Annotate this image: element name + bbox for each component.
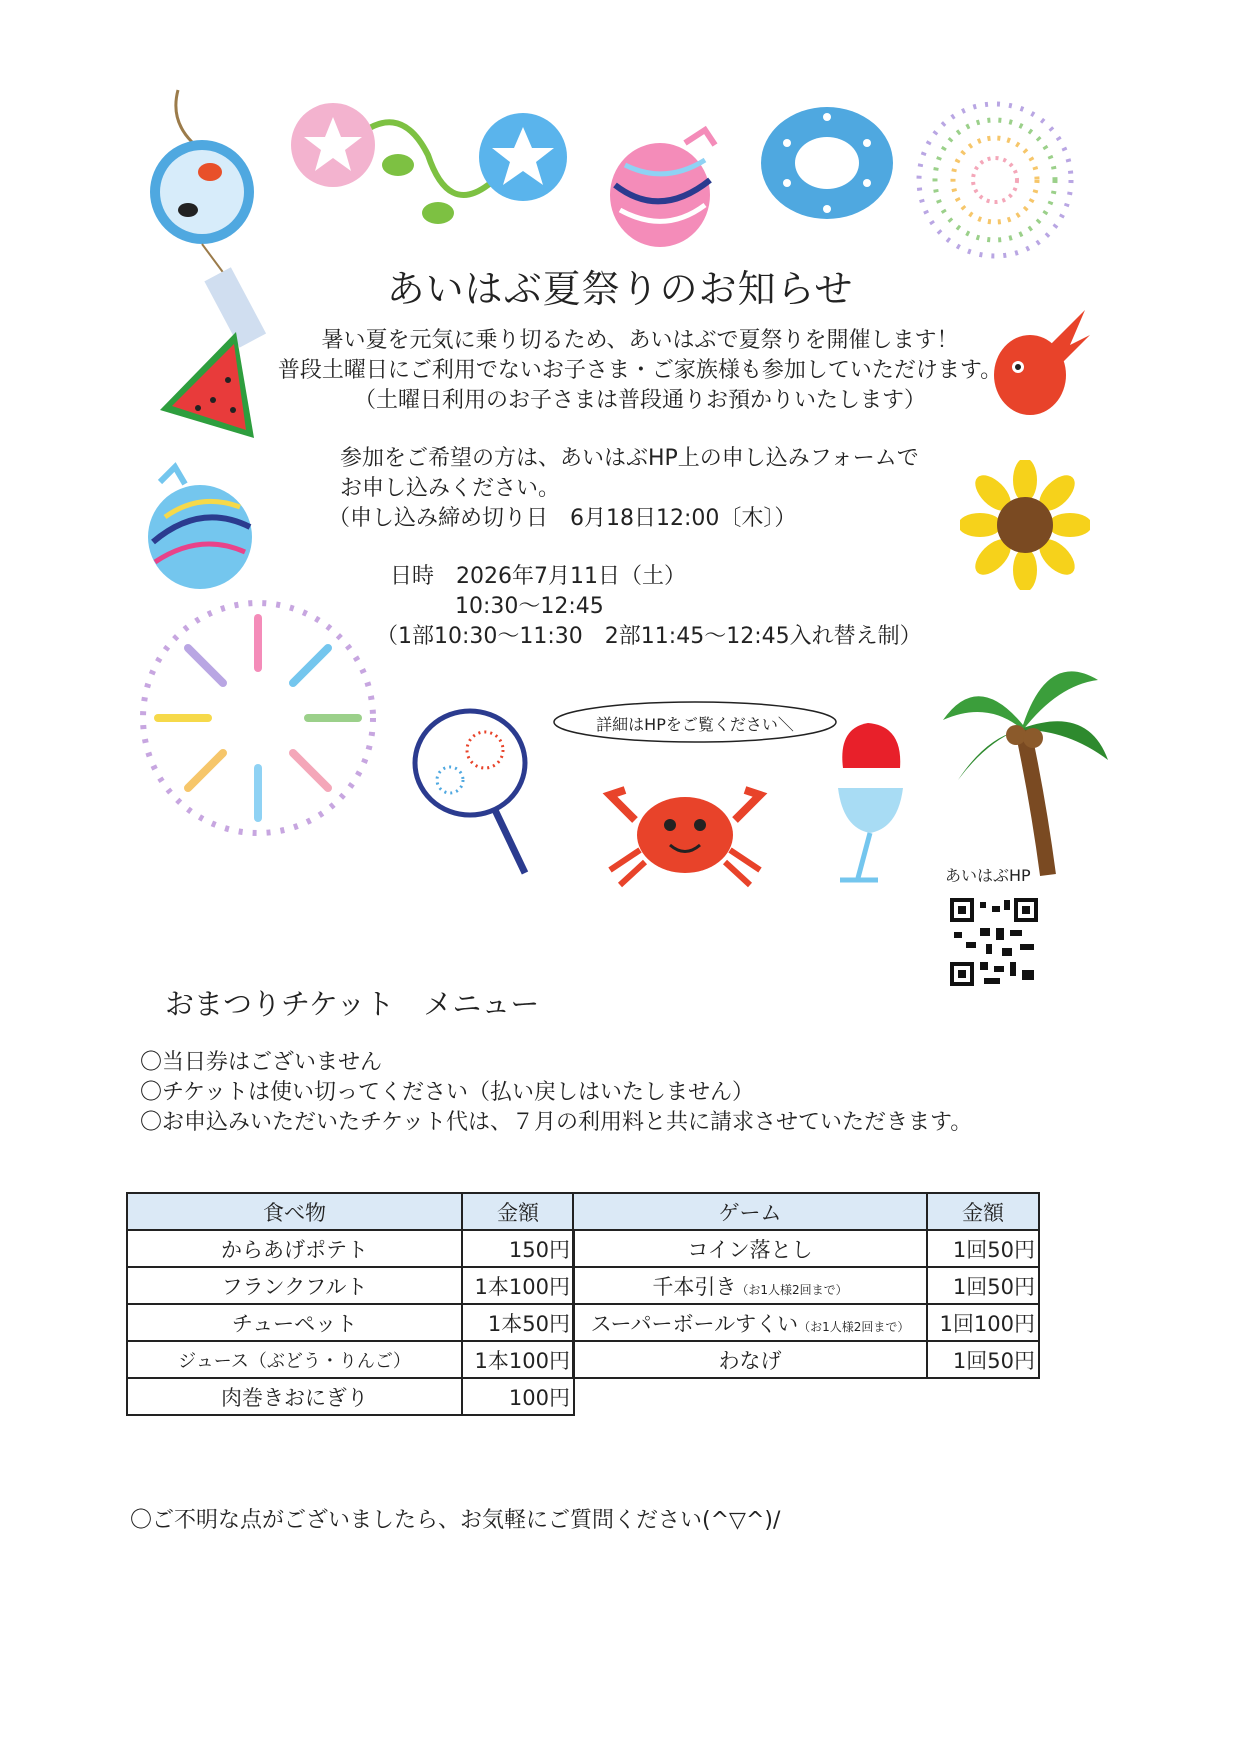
food-price: 1本50円 bbox=[462, 1304, 574, 1341]
food-item: フランクフルト bbox=[127, 1267, 462, 1304]
apply-line: お申し込みください。 bbox=[340, 476, 561, 501]
schedule-date: 日時 2026年7月11日（土） bbox=[390, 564, 686, 589]
food-price: 1本100円 bbox=[462, 1341, 574, 1378]
table-header-row bbox=[573, 1193, 1039, 1230]
sunflower-icon bbox=[960, 460, 1090, 590]
note-line: 〇チケットは使い切ってください（払い戻しはいたしません） bbox=[140, 1080, 755, 1105]
intro-line: （土曜日利用のお子さまは普段通りお預かりいたします） bbox=[353, 388, 926, 413]
food-item: 肉巻きおにぎり bbox=[127, 1378, 462, 1415]
swim-ring-icon bbox=[757, 103, 897, 223]
game-item bbox=[573, 1341, 927, 1378]
table-header-row bbox=[127, 1193, 574, 1230]
game-name: わなげ bbox=[718, 1348, 782, 1373]
morning-glory-icon bbox=[288, 95, 588, 245]
game-item bbox=[573, 1230, 927, 1267]
game-price: 1回50円 bbox=[927, 1341, 1039, 1378]
menu-title: おまつりチケット メニュー bbox=[165, 987, 540, 1021]
application-info bbox=[328, 444, 919, 534]
game-price: 1回50円 bbox=[927, 1267, 1039, 1304]
table-row bbox=[127, 1341, 574, 1378]
deadline-line: （申し込み締め切り日 6月18日12:00〔木〕） bbox=[328, 506, 797, 531]
uchiwa-fan-icon bbox=[410, 705, 540, 880]
game-item bbox=[573, 1304, 927, 1341]
firework-burst-icon bbox=[138, 598, 378, 838]
footer-note: 〇ご不明な点がございましたら、お気軽にご質問ください(^▽^)/ bbox=[130, 1508, 781, 1533]
game-price: 1回50円 bbox=[927, 1230, 1039, 1267]
speech-bubble-text-wrap bbox=[552, 700, 838, 744]
ticket-notes bbox=[140, 1048, 972, 1138]
food-item: チューペット bbox=[127, 1304, 462, 1341]
food-price: 1本100円 bbox=[462, 1267, 574, 1304]
hp-label: あいはぶHP bbox=[945, 866, 1031, 885]
game-note: （お1人様2回まで） bbox=[798, 1319, 910, 1334]
table-row bbox=[127, 1230, 574, 1267]
food-price: 100円 bbox=[462, 1378, 574, 1415]
water-balloon-blue-icon bbox=[145, 462, 255, 592]
water-balloon-icon bbox=[605, 125, 720, 250]
firework-dots-icon bbox=[915, 100, 1075, 260]
game-table bbox=[572, 1192, 1040, 1379]
game-note: （お1人様2回まで） bbox=[736, 1282, 848, 1297]
table-row bbox=[127, 1267, 574, 1304]
speech-bubble-text: 詳細はHPをご覧ください＼ bbox=[596, 715, 794, 734]
shaved-ice-icon bbox=[818, 718, 918, 893]
table-row bbox=[573, 1341, 1039, 1378]
palm-tree-icon bbox=[938, 650, 1113, 880]
schedule bbox=[376, 562, 922, 652]
page-title: あいはぶ夏祭りのお知らせ bbox=[386, 267, 854, 311]
qr-code-icon[interactable] bbox=[950, 898, 1038, 986]
game-name: コイン落とし bbox=[687, 1237, 813, 1262]
intro-paragraph bbox=[240, 326, 1040, 416]
price-header: 金額 bbox=[462, 1193, 574, 1230]
food-item: ジュース（ぶどう・りんご） bbox=[127, 1341, 462, 1378]
food-header: 食べ物 bbox=[127, 1193, 462, 1230]
game-item bbox=[573, 1267, 927, 1304]
game-header: ゲーム bbox=[573, 1193, 927, 1230]
table-row bbox=[127, 1304, 574, 1341]
food-price: 150円 bbox=[462, 1230, 574, 1267]
price-header: 金額 bbox=[927, 1193, 1039, 1230]
schedule-parts: （1部10:30～11:30 2部11:45～12:45入れ替え制） bbox=[376, 624, 922, 649]
apply-line: 参加をご希望の方は、あいはぶHP上の申し込みフォームで bbox=[340, 446, 919, 471]
table-row bbox=[573, 1304, 1039, 1341]
note-line: 〇当日券はございません bbox=[140, 1050, 383, 1075]
food-item: からあげポテト bbox=[127, 1230, 462, 1267]
table-row bbox=[127, 1378, 574, 1415]
game-name: スーパーボールすくい bbox=[590, 1311, 799, 1336]
food-table bbox=[126, 1192, 575, 1416]
intro-line: 普段土曜日にご利用でないお子さま・ご家族様も参加していただけます。 bbox=[277, 358, 1003, 383]
table-row bbox=[573, 1267, 1039, 1304]
game-name: 千本引き bbox=[652, 1274, 737, 1299]
table-row bbox=[573, 1230, 1039, 1267]
intro-line: 暑い夏を元気に乗り切るため、あいはぶで夏祭りを開催します！ bbox=[321, 328, 959, 353]
schedule-time: 10:30～12:45 bbox=[455, 594, 604, 619]
game-price: 1回100円 bbox=[927, 1304, 1039, 1341]
crab-icon bbox=[600, 770, 770, 890]
note-line: 〇お申込みいただいたチケット代は、７月の利用料と共に請求させていただきます。 bbox=[140, 1110, 973, 1135]
